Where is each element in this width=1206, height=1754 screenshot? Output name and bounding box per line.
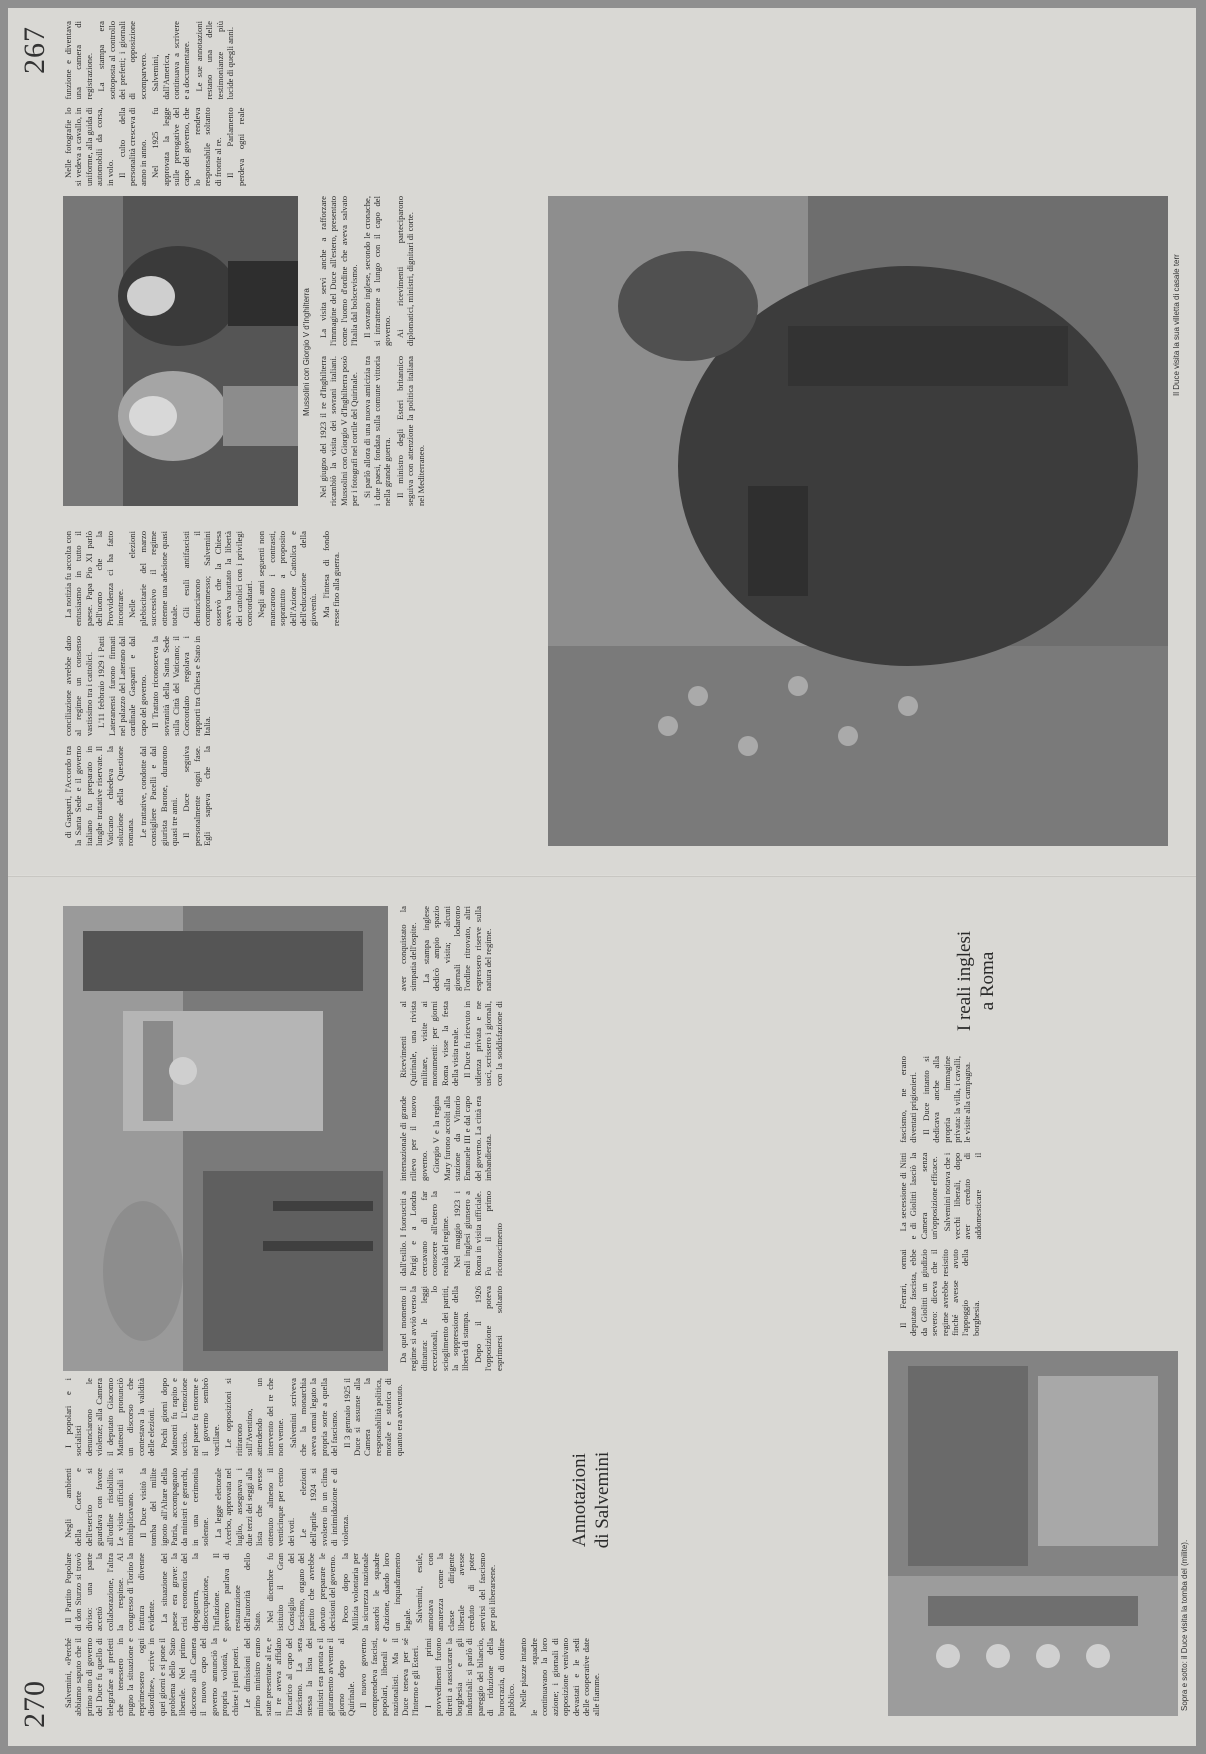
center-fold	[8, 875, 1196, 877]
article-paragraph: Il Duce seguiva personalmente ogni fase. Egli sapeva che la conciliazione avrebbe dato al regime un consenso vastissimo tra i cattolici.	[63, 636, 213, 846]
article-paragraph: Il Trattato riconosceva la sovranità della Santa Sede sulla Città del Vaticano; il Concordato regolava i rapporti tra Chiesa e Stato in Italia.	[150, 636, 213, 736]
article-paragraph: Il Duce fu ricevuto in udienza privata e ne uscì, scrissero i giornali, con la soddisfazione di aver conquistato la simpatia dell'ospite.	[398, 906, 504, 1086]
article-paragraph: La secessione di Nitti e di Giolitti lasciò la Camera senza un'opposizione efficace.	[898, 1152, 940, 1240]
article-paragraph: Le elezioni dell'aprile 1924 si svolsero in un clima di intimidazione e di violenza.	[297, 1468, 350, 1546]
headline-line: a Roma	[977, 951, 998, 1011]
headline-line: Annotazioni	[569, 1453, 590, 1547]
article-paragraph: Il Ferrari, ormai deputato fascista, ebbe da Giolitti un giudizio severo: diceva che il regime avrebbe resistito finché avesse avuto l'appoggio della borghesia.	[898, 1249, 981, 1336]
article-paragraph: Dopo il 1926 l'opposizione poteva esprimersi soltanto dall'esilio. I fuorusciti a Parigi e a Londra cercavano di far conoscere all'estero la realtà del regime.	[398, 1191, 504, 1371]
article-column	[63, 1553, 873, 1631]
headline-reali	[953, 916, 999, 1046]
article-paragraph: Salvemini scriveva che la monarchia aveva ormai legato la propria sorte a quella del fascismo.	[287, 1378, 340, 1456]
article-paragraph: Il nuovo governo comprendeva fascisti, popolari, liberali e nazionalisti. Ma il Duce teneva per sé l'Interno e gli Esteri.	[358, 1638, 421, 1716]
article-paragraph: Poco dopo la Milizia volontaria per la sicurezza nazionale assorbì le squadre d'azione, dando loro un inquadramento legale.	[339, 1553, 412, 1631]
article-paragraph: Le opposizioni si ritirarono sull'Aventino, attendendo un intervento del re che non venne.	[223, 1378, 286, 1456]
article-paragraph: Salvemini, esule, annotava con amarezza come la classe dirigente liberale avesse creduto di poter servirsi del fascismo per poi liberarsene.	[414, 1553, 498, 1631]
article-paragraph: I primi provvedimenti furono diretti a rassicurare la borghesia e gli industriali: si parlò di pareggio del bilancio, di riduzione della burocrazia, di ordine pubblico.	[422, 1638, 517, 1716]
caption-left-photo: Sopra e sotto: il Duce visita la tomba del (milite).	[1180, 1539, 1189, 1711]
article-paragraph: Nelle piazze intanto le squadre continuavano la loro azione; i giornali di opposizione venivano devastati e le sedi delle cooperative date alle fiamme.	[518, 1638, 602, 1716]
article-paragraph: Salvemini, dall'America, continuava a scrivere e a documentare.	[150, 21, 192, 100]
caption-bottom-right-photo: Il Duce visita la sua villetta di casale terr	[1172, 254, 1181, 396]
article-paragraph: Le dimissioni del primo ministro erano state presentate al re, e il re aveva affidato l'incarico al capo del fascismo. La sera stessa la lista dei ministri era pronta e il giuramento avvenne il giorno dopo al Quirinale.	[241, 1638, 356, 1716]
article-paragraph: La stampa era sottoposta al controllo dei prefetti; i giornali di opposizione scomparvero.	[96, 21, 148, 100]
article-paragraph: Ma l'intesa di fondo resse fino alla guerra.	[320, 531, 342, 626]
article-paragraph: Il Duce visitò la tomba del milite ignoto all'Altare della Patria, accompagnato da ministri e gerarchi, in una cerimonia solenne.	[137, 1468, 211, 1546]
article-paragraph: Negli ambienti della Corte e dell'esercito si guardava con favore all'ordine ristabilito. Le visite ufficiali si moltiplicavano.	[63, 1468, 136, 1546]
article-column	[63, 636, 523, 846]
article-paragraph: Il culto della personalità cresceva di anno in anno.	[117, 107, 148, 186]
article-paragraph: Pochi giorni dopo Matteotti fu rapito e ucciso. L'emozione nel paese fu enorme e il governo sembrò vacillare.	[158, 1378, 221, 1456]
article-column	[398, 906, 688, 1371]
article-paragraph: Gli esuli antifascisti denunciarono il compromesso; Salvemini osservò che la Chiesa aveva barattato la libertà dei cattolici con i privilegi concordatari.	[181, 531, 254, 626]
article-paragraph: Il ministro degli Esteri britannico seguiva con attenzione la politica italiana nel Mediterraneo.	[394, 356, 426, 506]
article-paragraph: Salvemini, «Perché abbiamo saputo che il primo atto di governo del Duce fu quello di telegrafare ai prefetti che tenessero in pugno la situazione e reprimessero ogni disordine», scrive in quei giorni e si pone il problema dello Stato liberale. Nel primo discorso alla Camera il nuovo capo del governo annunciò la propria volontà, e chiese i pieni poteri.	[63, 1638, 240, 1716]
article-paragraph: Si parlò allora di una nuova amicizia tra i due paesi, fondata sulla comune vittoria nella grande guerra.	[361, 356, 393, 506]
rotated-spread	[8, 8, 1196, 1746]
article-paragraph: La stampa inglese dedicò ampio spazio alla visita; alcuni giornali lodarono l'ordine ritrovato, altri espressero riserve sulla natura del regime.	[420, 906, 494, 991]
article-column	[63, 21, 1173, 186]
article-paragraph: La visita servì anche a rafforzare l'immagine del Duce all'estero, presentato come l'uomo d'ordine che aveva salvato l'Italia dal bolscevismo.	[318, 196, 360, 346]
article-paragraph: Il Duce intanto si dedicava anche alla propria immagine privata: la villa, i cavalli, le visite alla campagna.	[920, 1056, 973, 1143]
photo-ceremony	[888, 1351, 1178, 1716]
article-paragraph: Il 3 gennaio 1925 il Duce si assunse alla Camera la responsabilità politica, morale e storica di quanto era avvenuto.	[341, 1378, 404, 1456]
photo-duce-horse-image	[548, 196, 1168, 846]
article-paragraph: Nel maggio 1923 i reali inglesi giunsero a Roma in visita ufficiale. Fu il primo riconoscimento internazionale di grande rilievo per il nuovo governo.	[398, 1096, 504, 1276]
article-column	[63, 1468, 543, 1546]
article-paragraph: La legge elettorale Acerbo, approvata nel luglio, assegnava i due terzi dei seggi alla lista che avesse ottenuto almeno il venticinque per cento dei voti.	[212, 1468, 296, 1546]
article-paragraph: Negli anni seguenti non mancarono i contrasti, soprattutto a proposito dell'Azione Cattolica e dell'educazione della gioventù.	[256, 531, 319, 626]
article-paragraph: Il sovrano inglese, secondo le cronache, si intrattenne a lungo con il capo del governo.	[361, 196, 393, 346]
article-paragraph: Salvemini notava che i vecchi liberali, dopo aver creduto di addomesticare il fascismo, ne erano diventati prigionieri.	[898, 1056, 983, 1240]
article-paragraph: Giorgio V e la regina Mary furono accolti alla stazione da Vittorio Emanuele III e dal capo del governo. La città era imbandierata.	[431, 1096, 494, 1181]
photo-duce-horse	[548, 196, 1168, 846]
article-paragraph: I popolari e i socialisti denunciarono le violenze; alla Camera il deputato Giacomo Matteotti pronunciò un discorso che contestava la validità delle elezioni.	[63, 1378, 157, 1456]
article-column	[898, 1056, 1178, 1336]
photo-mussolini-george-v-image	[63, 196, 298, 506]
page-number-right: 267	[18, 26, 51, 74]
article-paragraph: La notizia fu accolta con entusiasmo in tutto il paese. Papa Pio XI parlò dell'uomo che la Provvidenza ci ha fatto incontrare.	[63, 531, 126, 626]
article-paragraph: Ricevimenti al Quirinale, una rivista militare, visite ai monumenti: per giorni Roma visse la festa della visita reale.	[398, 1001, 461, 1086]
headline-annotazioni	[568, 1450, 614, 1550]
photo-tomb-visit	[63, 906, 388, 1371]
article-column	[63, 1638, 873, 1716]
article-paragraph: Nelle elezioni plebiscitarie del marzo successivo il regime ottenne una adesione quasi totale.	[127, 531, 180, 626]
photo-ceremony-image	[888, 1351, 1178, 1716]
article-column	[63, 531, 523, 626]
article-paragraph: Le trattative, condotte dal consigliere Pacelli e dal giurista Barone, durarono quasi tre anni.	[137, 746, 180, 846]
article-paragraph: Il Partito Popolare di don Sturzo si trovò diviso: una parte accettò la collaborazione, l'altra la respinse. Al congresso di Torino la frattura divenne evidente.	[63, 1553, 157, 1631]
article-paragraph: di Gasparri, l'Accordo tra la Santa Sede e il governo italiano fu preparato in lunghe trattative riservate. Il Vaticano chiedeva la soluzione della Questione romana.	[63, 746, 136, 846]
article-paragraph: Da quel momento il regime si avviò verso la dittatura: le leggi eccezionali, lo scioglimento dei partiti, la soppressione della libertà di stampa.	[398, 1286, 471, 1371]
article-paragraph: Il Parlamento perdeva ogni reale funzione e diventava una camera di registrazione.	[63, 21, 246, 186]
article-paragraph: Ai ricevimenti parteciparono diplomatici, ministri, dignitari di corte.	[394, 196, 416, 346]
article-column	[63, 1378, 873, 1456]
article-paragraph: Nelle fotografie lo si vedeva a cavallo, in uniforme, alla guida di automobili da corsa, in volo.	[63, 107, 115, 186]
headline-line: di Salvemini	[592, 1451, 613, 1549]
headline-line: I reali inglesi	[954, 930, 975, 1032]
magazine-spread-scan	[8, 8, 1196, 1746]
article-column	[318, 196, 523, 346]
photo-mussolini-george-v	[63, 196, 298, 506]
page-number-left: 270	[18, 1680, 51, 1728]
article-column	[318, 356, 523, 506]
article-paragraph: L'11 febbraio 1929 i Patti Lateranensi furono firmati nel palazzo del Laterano dal cardinale Gasparri e dal capo del governo.	[96, 636, 148, 736]
article-paragraph: Nel giugno del 1923 il re d'Inghilterra ricambiò la visita dei sovrani italiani. Mussolini con Giorgio V d'Inghilterra posò per i fotografi nel cortile del Quirinale.	[318, 356, 360, 506]
article-paragraph: Nel 1925 fu approvata la legge sulle prerogative del capo del governo, che lo rendeva responsabile soltanto di fronte al re.	[150, 107, 223, 186]
caption-middle-photo: Mussolini con Giorgio V d'Inghilterra	[302, 288, 311, 416]
article-paragraph: Nel dicembre fu istituito il Gran Consiglio del fascismo, organo del partito che avrebbe dovuto preparare le decisioni del governo.	[264, 1553, 338, 1631]
photo-tomb-visit-image	[63, 906, 388, 1371]
article-paragraph: Le sue annotazioni restano una delle testimonianze più lucide di quegli anni.	[193, 21, 236, 100]
article-paragraph: La situazione del paese era grave: la crisi economica del dopoguerra, la disoccupazione, l'inflazione. Il governo parlava di restaurazione dell'autorità dello Stato.	[158, 1553, 263, 1631]
